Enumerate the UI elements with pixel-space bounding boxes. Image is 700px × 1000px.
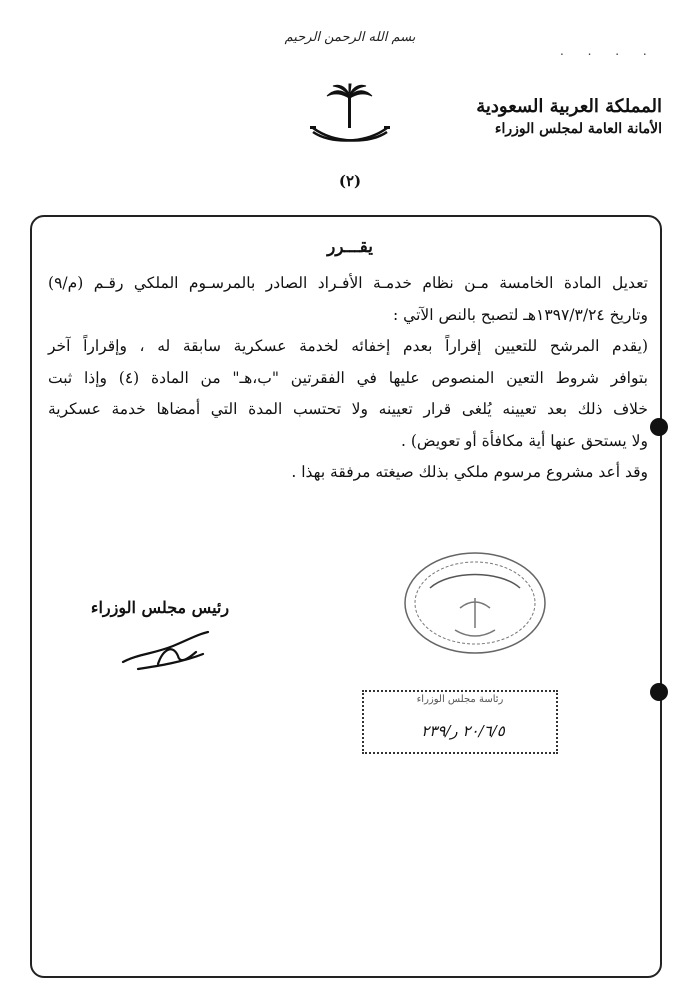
stamp-reference: ٢٠/٦/٥ ر/٢٣٩ bbox=[421, 722, 505, 740]
handwritten-signature-icon bbox=[118, 624, 218, 674]
body-line: وقد أعد مشروع مرسوم ملكي بذلك صيغته مرفقة بهذا . bbox=[291, 463, 648, 481]
basmala-calligraphy: بسم الله الرحمن الرحيم bbox=[284, 30, 416, 45]
body-line: تعديل المادة الخامسة مـن نظام خدمـة الأفـراد الصادر بالمرسـوم الملكي رقـم (م/٩) bbox=[48, 274, 648, 292]
punch-hole-icon bbox=[650, 683, 668, 701]
page-number: (٢) bbox=[338, 172, 362, 190]
body-line: ولا يستحق عنها أية مكافأة أو تعويض) . bbox=[401, 431, 648, 450]
decree-body bbox=[48, 268, 648, 489]
stamp-header: رئاسة مجلس الوزراء bbox=[416, 694, 504, 705]
signature-title: رئيس مجلس الوزراء bbox=[90, 598, 230, 617]
scan-dots: . . . . bbox=[560, 44, 657, 58]
punch-hole-icon bbox=[650, 418, 668, 436]
letterhead-kingdom: المملكة العربية السعودية bbox=[476, 96, 662, 117]
palm-swords-emblem-icon bbox=[305, 82, 395, 162]
body-line: وتاريخ ١٣٩٧/٣/٢٤هـ لتصبح بالنص الآتي : bbox=[393, 305, 648, 324]
letterhead-secretariat: الأمانة العامة لمجلس الوزراء bbox=[494, 121, 662, 137]
decree-heading: يقـــرر bbox=[327, 237, 373, 257]
body-line: (يقدم المرشح للتعيين إقراراً بعدم إخفائه لخدمة عسكرية سابقة له ، وإقراراً آخر bbox=[48, 337, 648, 355]
body-line: بتوافر شروط التعين المنصوص عليها في الفقرتين "ب،هـ" من المادة (٤) وإذا ثبت bbox=[48, 368, 648, 387]
body-line: خلاف ذلك بعد تعيينه يُلغى قرار تعيينه ولا تحتسب المدة التي أمضاها خدمة عسكرية bbox=[48, 400, 648, 418]
official-seal-icon bbox=[400, 548, 550, 658]
letterhead bbox=[432, 95, 662, 139]
